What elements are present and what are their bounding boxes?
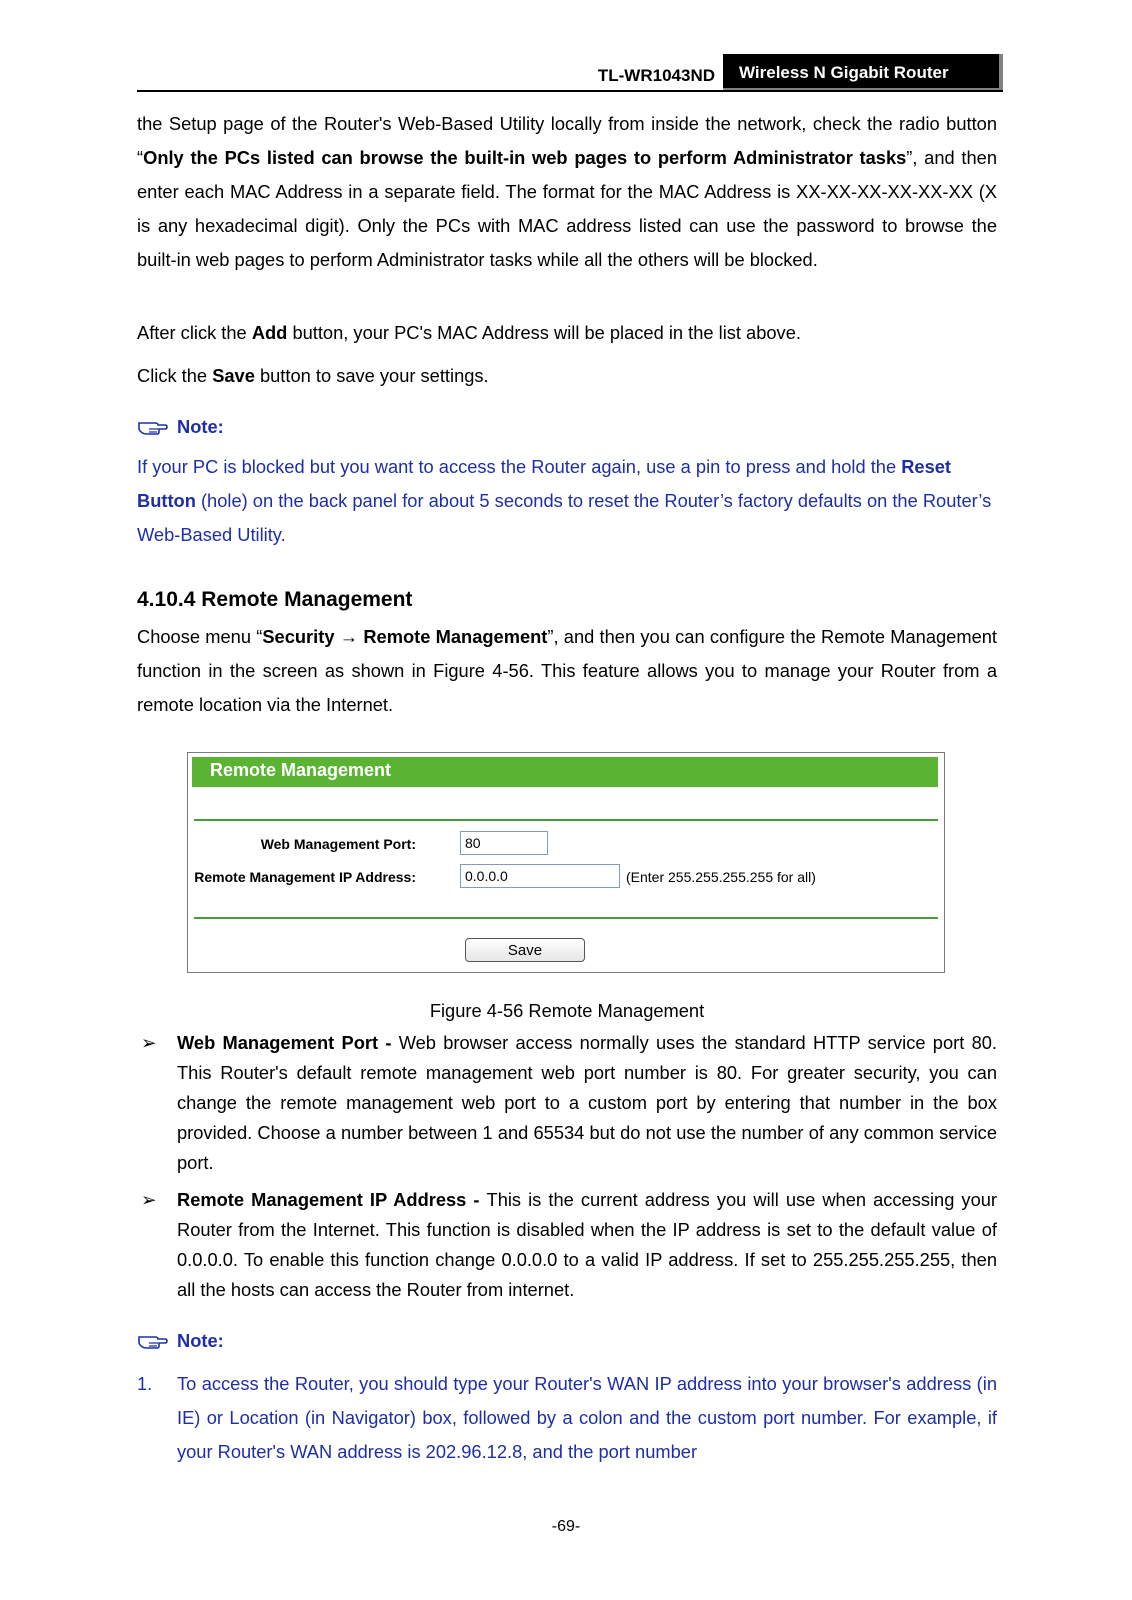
menu-arrow: → [334,626,364,647]
bullet-arrow-icon: ➢ [141,1032,157,1053]
remote-ip-input[interactable] [460,864,620,888]
p2-text: After click the [137,322,252,343]
note1-text-c: (hole) on the back panel for about 5 seconds to reset the Router’s factory defaults on the Router’s Web-Based Utility. [137,490,992,545]
intro-paragraph-3 [137,359,997,393]
bullet-term: Web Management Port - [177,1032,399,1053]
p2-text-cont: button, your PC's MAC Address will be placed in the list above. [287,322,801,343]
header-model: TL-WR1043ND [597,66,715,85]
note1-text-a: If your PC is blocked but you want to access the Router again, use a pin to press and hold the [137,456,902,477]
bullet-arrow-icon: ➢ [141,1189,157,1210]
note-heading-1 [137,416,224,438]
section-intro [137,620,997,722]
section-text-a: Choose menu “ [137,626,263,647]
figure-divider-top [194,819,938,821]
header-rule [137,90,1003,92]
figure-title-bar [192,757,938,787]
note-1-text [137,450,997,552]
note-heading-2 [137,1330,224,1352]
intro-text-cont: ”, and then enter each MAC Address in a separate field. The format for the MAC Address is XX-XX-XX-XX-XX-XX (X is any hexadecimal digit). Only the PCs with MAC address listed can use the password to browse the built-in web pages to perform Administrator tasks while all the others will be blocked. [137,147,997,270]
bullet-web-management-port [137,1028,997,1178]
remote-ip-label: Remote Management IP Address: [194,869,416,885]
note-2-item-1 [137,1367,997,1477]
p2-bold: Add [251,322,288,343]
page-header [137,54,1003,92]
p3-text-cont: button to save your settings. [254,365,489,386]
list-item-text: To access the Router, you should type your Router's WAN IP address into your browser's address (in IE) or Location (in Navigator) box, followed by a colon and the custom port number. For example, if your Router's WAN address is 202.96.12.8, and the port number [177,1373,997,1462]
section-heading: 4.10.4 Remote Management [137,588,413,611]
remote-management-figure [187,752,945,973]
note-label: Note: [177,416,224,437]
p3-text: Click the [137,365,213,386]
bullet-desc: This is the current address you will use when accessing your Router from the Internet. This function is disabled when the IP address is set to the default value of 0.0.0.0. To enable this function change 0.0.0.0 to a valid IP address. If set to 255.255.255.255, then all the hosts can access the Router from internet. [177,1189,997,1300]
intro-paragraph-2 [137,316,997,350]
bullet-term: Remote Management IP Address - [177,1189,487,1210]
page-number: -69- [551,1518,581,1535]
figure-title: Remote Management [210,760,392,780]
intro-bold-option: Only the PCs listed can browse the built-in web pages to perform Administrator tasks [143,147,907,168]
ip-hint: (Enter 255.255.255.255 for all) [626,869,816,885]
figure-divider-bottom [194,917,938,919]
list-number: 1. [137,1373,153,1394]
header-product: Wireless N Gigabit Router [739,63,949,82]
header-product-box [723,54,1003,90]
intro-text: the Setup page of the Router's Web-Based Utility locally from inside the network, check the radio button “ [137,113,997,168]
web-management-port-input[interactable] [460,831,548,855]
bullet-desc: Web browser access normally uses the standard HTTP service port 80. This Router's default remote management web port number is 80. For greater security, you can change the remote management web port to a custom port by entering that number in the box provided. Choose a number between 1 and 65534 but do not use the number of any common service port. [177,1032,997,1173]
bullet-remote-ip [137,1185,997,1310]
save-button[interactable]: Save [465,938,585,962]
p3-bold: Save [212,365,255,386]
section-text-d: ”, and then you can configure the Remote Management function in the screen as shown in Figure 4-56. This feature allows you to manage your Router from a remote location via the Internet. [137,626,997,715]
intro-paragraph-1 [137,107,997,277]
note-label: Note: [177,1330,224,1351]
pointing-hand-icon [137,1331,169,1351]
figure-caption: Figure 4-56 Remote Management [429,1000,705,1021]
note1-bold: Reset Button [137,456,951,511]
bullet-text [177,1185,997,1305]
bullet-text [177,1028,997,1178]
menu-security: Security [262,626,335,647]
web-management-port-label: Web Management Port: [260,836,416,852]
pointing-hand-icon [137,417,169,437]
menu-remote-management: Remote Management [363,626,548,647]
